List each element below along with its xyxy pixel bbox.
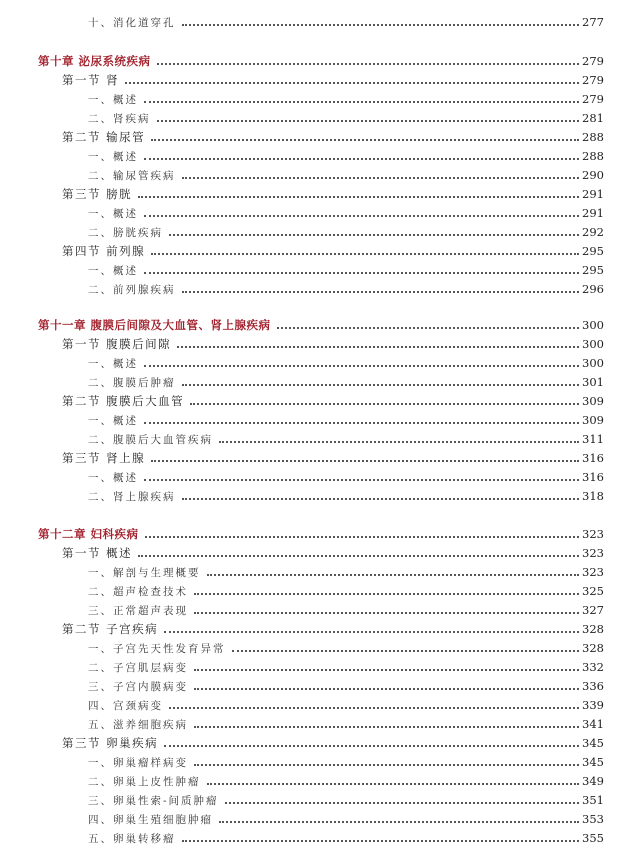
toc-entry-title: 一、概述	[88, 207, 138, 220]
toc-page-number: 279	[582, 73, 604, 87]
dot-leader	[144, 215, 579, 217]
toc-entry-title: 第三节 肾上腺	[62, 451, 146, 465]
dot-leader	[144, 422, 579, 424]
dot-leader	[177, 346, 579, 348]
toc-chapter-row[interactable]	[38, 316, 604, 334]
toc-entry-title: 第二节 子宫疾病	[62, 622, 159, 636]
toc-entry-title: 五、滋养细胞疾病	[88, 718, 188, 731]
toc-page-number: 292	[582, 225, 604, 239]
toc-page-number: 323	[582, 565, 604, 579]
toc-item-row[interactable]	[88, 677, 604, 695]
dot-leader	[194, 669, 579, 671]
dot-leader	[194, 726, 579, 728]
toc-entry-title: 一、概述	[88, 264, 138, 277]
toc-chapter-row[interactable]	[38, 52, 604, 70]
dot-leader	[219, 821, 579, 823]
dot-leader	[144, 158, 579, 160]
toc-entry-title: 一、概述	[88, 150, 138, 163]
toc-section-row[interactable]	[62, 242, 604, 260]
toc-item-row[interactable]	[88, 829, 604, 847]
dot-leader	[144, 272, 579, 274]
toc-page-number: 327	[582, 603, 604, 617]
toc-page-number: 300	[582, 318, 604, 332]
toc-item-row[interactable]	[88, 261, 604, 279]
toc-entry-title: 二、超声检查技术	[88, 585, 188, 598]
toc-page-number: 328	[582, 641, 604, 655]
dot-leader	[182, 177, 580, 179]
toc-entry-title: 一、概述	[88, 471, 138, 484]
toc-page-number: 323	[582, 527, 604, 541]
toc-section-row[interactable]	[62, 449, 604, 467]
dot-leader	[151, 460, 579, 462]
dot-leader	[138, 555, 579, 557]
toc-page-number: 309	[582, 394, 604, 408]
toc-item-row[interactable]	[88, 373, 604, 391]
toc-page-number: 339	[582, 698, 604, 712]
dot-leader	[182, 24, 580, 26]
toc-item-row[interactable]	[88, 109, 604, 127]
toc-entry-title: 二、卵巢上皮性肿瘤	[88, 775, 201, 788]
toc-entry-title: 第三节 膀胱	[62, 187, 133, 201]
toc-entry-title: 一、子宫先天性发育异常	[88, 642, 226, 655]
toc-page-number: 345	[582, 736, 604, 750]
toc-entry-title: 二、腹膜后肿瘤	[88, 376, 176, 389]
toc-item-row[interactable]	[88, 753, 604, 771]
toc-page-number: 296	[582, 282, 604, 296]
dot-leader	[225, 802, 579, 804]
toc-page-number: 311	[582, 432, 604, 446]
toc-section-row[interactable]	[62, 392, 604, 410]
toc-entry-title: 一、概述	[88, 414, 138, 427]
toc-entry-title: 二、子宫肌层病变	[88, 661, 188, 674]
toc-page-number: 295	[582, 244, 604, 258]
toc-page-number: 328	[582, 622, 604, 636]
dot-leader	[182, 498, 580, 500]
toc-item-row[interactable]	[88, 90, 604, 108]
dot-leader	[207, 783, 580, 785]
toc-page-number: 291	[582, 206, 604, 220]
toc-item-row[interactable]	[88, 468, 604, 486]
toc-section-row[interactable]	[62, 71, 604, 89]
dot-leader	[182, 840, 580, 842]
toc-entry-title: 第十章 泌尿系统疾病	[38, 54, 151, 68]
toc-page-number: 316	[582, 470, 604, 484]
toc-page-number: 309	[582, 413, 604, 427]
toc-entry-title: 十、消化道穿孔	[88, 16, 176, 29]
dot-leader	[157, 63, 579, 65]
toc-page-number: 353	[582, 812, 604, 826]
toc-entry-title: 二、前列腺疾病	[88, 283, 176, 296]
dot-leader	[194, 688, 579, 690]
toc-entry-title: 三、卵巢性索-间质肿瘤	[88, 794, 219, 807]
dot-leader	[277, 327, 579, 329]
toc-entry-title: 四、宫颈病变	[88, 699, 163, 712]
toc-item-row[interactable]	[88, 601, 604, 619]
toc-page-number: 288	[582, 149, 604, 163]
toc-item-row[interactable]	[88, 223, 604, 241]
toc-item-row[interactable]	[88, 13, 604, 31]
dot-leader	[151, 139, 579, 141]
toc-item-row[interactable]	[88, 658, 604, 676]
dot-leader	[145, 536, 579, 538]
toc-page-number: 295	[582, 263, 604, 277]
toc-entry-title: 第一节 概述	[62, 546, 133, 560]
toc-section-row[interactable]	[62, 335, 604, 353]
dot-leader	[144, 101, 579, 103]
toc-item-row[interactable]	[88, 147, 604, 165]
toc-page-number: 355	[582, 831, 604, 845]
toc-section-row[interactable]	[62, 544, 604, 562]
toc-entry-title: 第十一章 腹膜后间隙及大血管、肾上腺疾病	[38, 318, 271, 332]
toc-entry-title: 四、卵巢生殖细胞肿瘤	[88, 813, 213, 826]
toc-item-row[interactable]	[88, 696, 604, 714]
toc-item-row[interactable]	[88, 639, 604, 657]
toc-page-number: 341	[582, 717, 604, 731]
dot-leader	[157, 120, 580, 122]
toc-page-number: 300	[582, 356, 604, 370]
toc-entry-title: 第十二章 妇科疾病	[38, 527, 139, 541]
toc-page-number: 325	[582, 584, 604, 598]
toc-entry-title: 第四节 前列腺	[62, 244, 146, 258]
toc-page-number: 281	[582, 111, 604, 125]
toc-entry-title: 第三节 卵巢疾病	[62, 736, 159, 750]
dot-leader	[169, 707, 579, 709]
dot-leader	[144, 365, 579, 367]
toc-page-number: 300	[582, 337, 604, 351]
toc-entry-title: 一、概述	[88, 357, 138, 370]
dot-leader	[219, 441, 579, 443]
toc-section-row[interactable]	[62, 620, 604, 638]
dot-leader	[190, 403, 579, 405]
dot-leader	[169, 234, 579, 236]
toc-item-row[interactable]	[88, 810, 604, 828]
toc-entry-title: 五、卵巢转移瘤	[88, 832, 176, 845]
toc-page-number: 332	[582, 660, 604, 674]
toc-page-number: 279	[582, 92, 604, 106]
toc-entry-title: 一、概述	[88, 93, 138, 106]
toc-item-row[interactable]	[88, 411, 604, 429]
toc-page-number: 316	[582, 451, 604, 465]
dot-leader	[194, 612, 579, 614]
toc-item-row[interactable]	[88, 772, 604, 790]
dot-leader	[164, 631, 579, 633]
dot-leader	[232, 650, 580, 652]
toc-entry-title: 二、输尿管疾病	[88, 169, 176, 182]
toc-page-number: 290	[582, 168, 604, 182]
toc-item-row[interactable]	[88, 791, 604, 809]
toc-entry-title: 第二节 腹膜后大血管	[62, 394, 185, 408]
toc-item-row[interactable]	[88, 430, 604, 448]
toc-page-number: 318	[582, 489, 604, 503]
toc-item-row[interactable]	[88, 280, 604, 298]
dot-leader	[194, 593, 579, 595]
toc-section-row[interactable]	[62, 734, 604, 752]
toc-item-row[interactable]	[88, 582, 604, 600]
toc-item-row[interactable]	[88, 715, 604, 733]
toc-item-row[interactable]	[88, 204, 604, 222]
toc-page-number: 279	[582, 54, 604, 68]
toc-entry-title: 一、解剖与生理概要	[88, 566, 201, 579]
toc-entry-title: 三、子宫内膜病变	[88, 680, 188, 693]
dot-leader	[207, 574, 580, 576]
toc-item-row[interactable]	[88, 487, 604, 505]
toc-page-number: 291	[582, 187, 604, 201]
toc-entry-title: 二、腹膜后大血管疾病	[88, 433, 213, 446]
toc-entry-title: 第二节 输尿管	[62, 130, 146, 144]
toc-page-number: 277	[582, 15, 604, 29]
toc-entry-title: 二、肾上腺疾病	[88, 490, 176, 503]
toc-entry-title: 二、肾疾病	[88, 112, 151, 125]
dot-leader	[138, 196, 579, 198]
toc-page-number: 351	[582, 793, 604, 807]
toc-page-number: 323	[582, 546, 604, 560]
toc-section-row[interactable]	[62, 185, 604, 203]
dot-leader	[194, 764, 579, 766]
toc-entry-title: 二、膀胱疾病	[88, 226, 163, 239]
dot-leader	[182, 384, 580, 386]
dot-leader	[151, 253, 579, 255]
toc-page-number: 345	[582, 755, 604, 769]
toc-entry-title: 三、正常超声表现	[88, 604, 188, 617]
toc-item-row[interactable]	[88, 166, 604, 184]
dot-leader	[182, 291, 580, 293]
toc-entry-title: 第一节 腹膜后间隙	[62, 337, 172, 351]
dot-leader	[125, 82, 579, 84]
toc-entry-title: 第一节 肾	[62, 73, 120, 87]
toc-item-row[interactable]	[88, 563, 604, 581]
toc-page-number: 349	[582, 774, 604, 788]
toc-chapter-row[interactable]	[38, 525, 604, 543]
toc-page-number: 288	[582, 130, 604, 144]
dot-leader	[144, 479, 579, 481]
toc-page-number: 336	[582, 679, 604, 693]
toc-item-row[interactable]	[88, 354, 604, 372]
dot-leader	[164, 745, 579, 747]
toc-section-row[interactable]	[62, 128, 604, 146]
toc-entry-title: 一、卵巢瘤样病变	[88, 756, 188, 769]
toc-page-number: 301	[582, 375, 604, 389]
